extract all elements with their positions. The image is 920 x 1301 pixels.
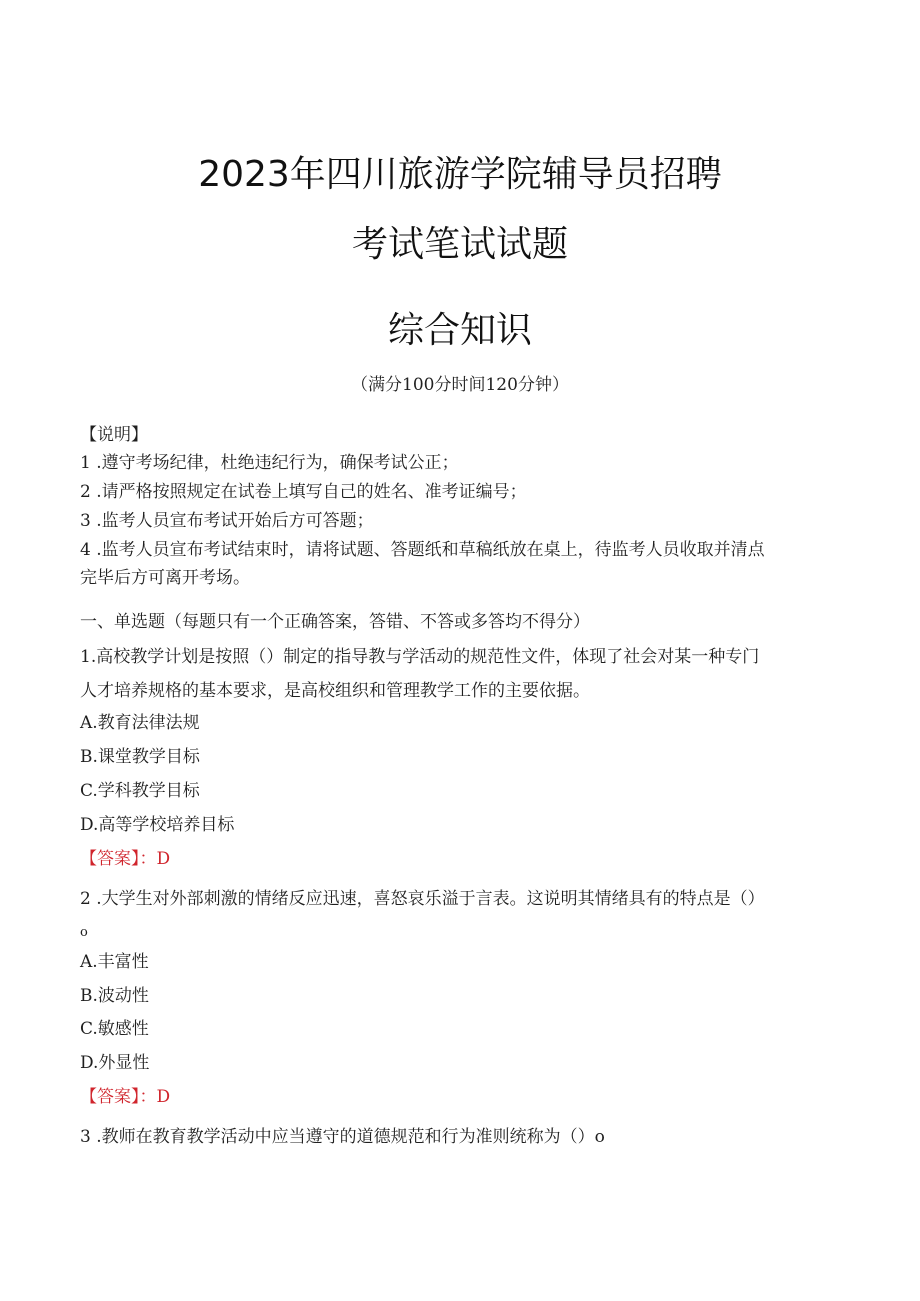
answer-line: [80, 1086, 170, 1108]
question-stem-continued: o: [80, 925, 88, 940]
section-heading: 一、单选题（每题只有一个正确答案，答错、不答或多答均不得分）: [80, 612, 590, 632]
option-a: A.丰富性: [80, 952, 149, 972]
instructions-heading: 【说明】: [80, 425, 148, 445]
option-d: D.高等学校培养目标: [80, 815, 235, 835]
answer-value: D: [156, 1087, 171, 1107]
answer-value: D: [156, 849, 171, 869]
answer-line: [80, 848, 170, 870]
instruction-item: 完毕后方可离开考场。: [80, 568, 250, 588]
answer-separator: ：: [139, 1087, 157, 1107]
title-line-2: 考试笔试试题: [351, 224, 568, 265]
option-c: C.学科教学目标: [80, 781, 200, 801]
instruction-item: 4 .监考人员宣布考试结束时，请将试题、答题纸和草稿纸放在桌上，待监考人员收取并清点: [80, 540, 765, 560]
question-stem: 1.高校教学计划是按照（）制定的指导教与学活动的规范性文件，体现了社会对某一种专门: [80, 647, 760, 667]
title-line-1: 2023年四川旅游学院辅导员招聘: [198, 154, 722, 195]
answer-label: 【答案】: [80, 1087, 140, 1107]
question-stem: 2 .大学生对外部刺激的情绪反应迅速，喜怒哀乐溢于言表。这说明其情绪具有的特点是（）: [80, 889, 765, 909]
option-a: A.教育法律法规: [80, 713, 200, 733]
option-c: C.敏感性: [80, 1019, 149, 1039]
answer-label: 【答案】: [80, 849, 140, 869]
exam-duration-note: （满分100分时间120分钟）: [351, 375, 569, 395]
answer-separator: ：: [139, 849, 157, 869]
option-b: B.课堂教学目标: [80, 747, 200, 767]
question-stem-continued: 人才培养规格的基本要求，是高校组织和管理教学工作的主要依据。: [80, 681, 590, 701]
option-d: D.外显性: [80, 1053, 150, 1073]
question-stem: 3 .教师在教育教学活动中应当遵守的道德规范和行为准则统称为（）o: [80, 1127, 605, 1147]
instruction-item: 2 .请严格按照规定在试卷上填写自己的姓名、准考证编号；: [80, 482, 527, 502]
option-b: B.波动性: [80, 986, 149, 1006]
title-line-3: 综合知识: [387, 310, 532, 351]
instruction-item: 3 .监考人员宣布考试开始后方可答题；: [80, 511, 374, 531]
instruction-item: 1 .遵守考场纪律，杜绝违纪行为，确保考试公正；: [80, 453, 459, 473]
